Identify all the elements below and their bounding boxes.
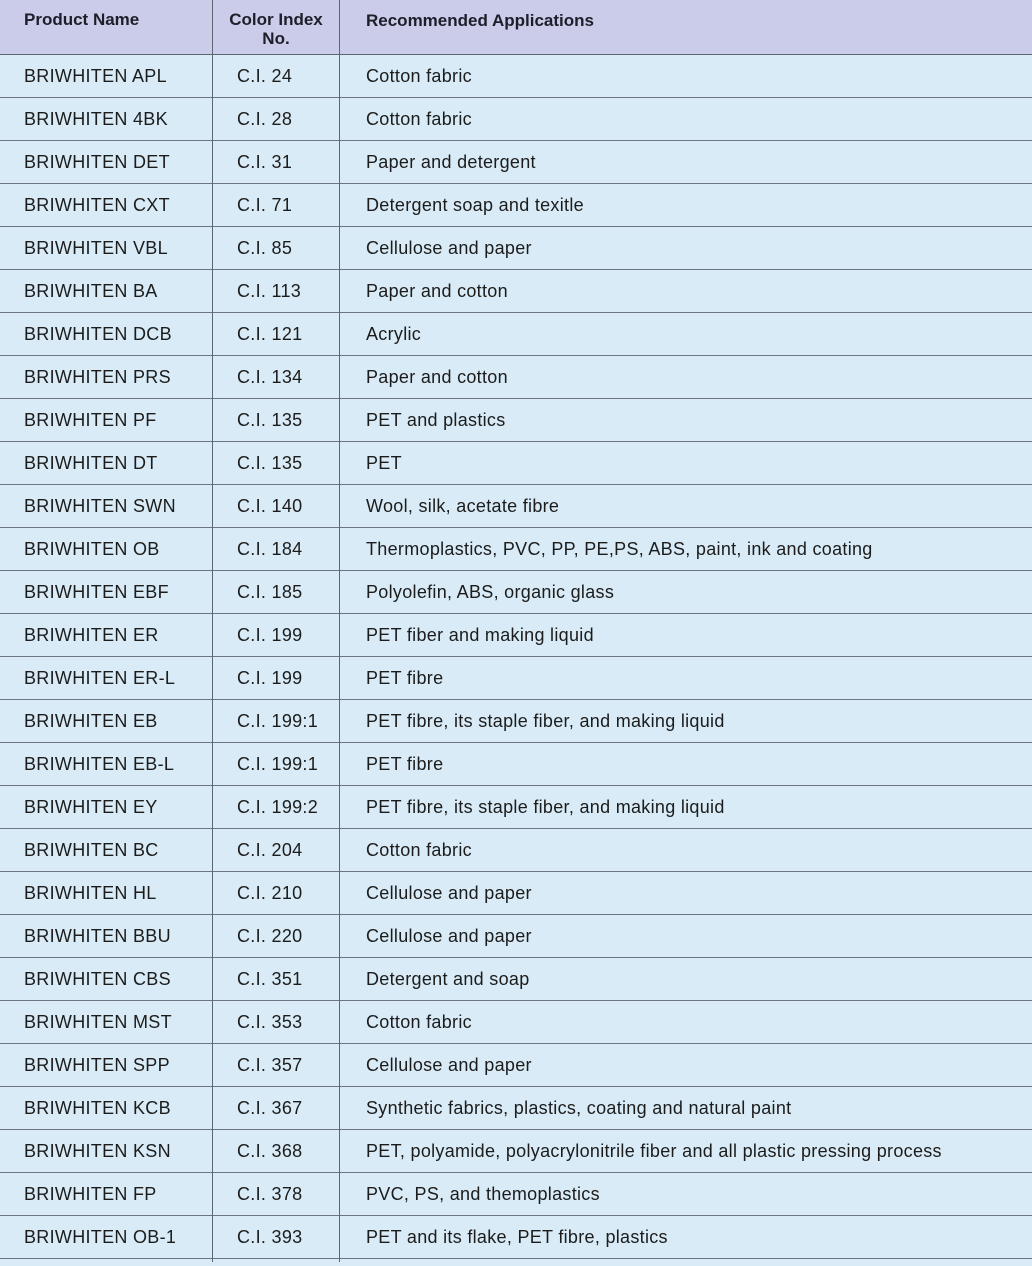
color-index-cell: C.I. 134 xyxy=(237,367,303,387)
color-index-cell: C.I. 351 xyxy=(237,969,303,989)
application-cell: Cotton fabric xyxy=(366,840,472,860)
application-cell: PET and its flake, PET fibre, plastics xyxy=(366,1227,668,1247)
table-row xyxy=(0,872,1032,915)
table-row xyxy=(0,184,1032,227)
product-name-cell: BRIWHITEN OB-1 xyxy=(24,1227,177,1247)
color-index-cell: C.I. 199:1 xyxy=(237,754,319,774)
color-index-cell: C.I. 121 xyxy=(237,324,303,344)
product-name-cell: BRIWHITEN SPP xyxy=(24,1055,170,1075)
application-cell: PET fibre, its staple fiber, and making liquid xyxy=(366,797,725,817)
header-color-index-label: Color Index xyxy=(229,10,323,29)
application-cell: PET xyxy=(366,453,402,473)
product-name-cell: BRIWHITEN CXT xyxy=(24,195,170,215)
table-row xyxy=(0,700,1032,743)
product-name-cell: BRIWHITEN 4BK xyxy=(24,109,168,129)
color-index-cell: C.I. 199 xyxy=(237,625,303,645)
product-name-cell: BRIWHITEN EB xyxy=(24,711,158,731)
application-cell: Synthetic fabrics, plastics, coating and natural paint xyxy=(366,1098,792,1118)
table-row xyxy=(0,485,1032,528)
color-index-cell: C.I. 357 xyxy=(237,1055,303,1075)
color-index-cell: C.I. 185 xyxy=(237,582,303,602)
table-row xyxy=(0,1044,1032,1087)
product-name-cell: BRIWHITEN BA xyxy=(24,281,158,301)
table-row xyxy=(0,141,1032,184)
product-name-cell: BRIWHITEN KCB xyxy=(24,1098,171,1118)
table-row xyxy=(0,1216,1032,1259)
table-row xyxy=(0,614,1032,657)
application-cell: Cellulose and paper xyxy=(366,883,532,903)
application-cell: Cellulose and paper xyxy=(366,1055,532,1075)
application-cell: Cellulose and paper xyxy=(366,926,532,946)
table-row xyxy=(0,571,1032,614)
color-index-cell: C.I. 199:2 xyxy=(237,797,319,817)
application-cell: PET fibre xyxy=(366,668,444,688)
table-row xyxy=(0,399,1032,442)
color-index-cell: C.I. 31 xyxy=(237,152,293,172)
application-cell: Paper and cotton xyxy=(366,367,508,387)
application-cell: Paper and detergent xyxy=(366,152,536,172)
application-cell: PET fiber and making liquid xyxy=(366,625,594,645)
color-index-cell: C.I. 140 xyxy=(237,496,303,516)
color-index-cell: C.I. 220 xyxy=(237,926,303,946)
product-name-cell: BRIWHITEN ER xyxy=(24,625,159,645)
color-index-cell: C.I. 204 xyxy=(237,840,303,860)
application-cell: PET fibre, its staple fiber, and making liquid xyxy=(366,711,725,731)
color-index-cell: C.I. 135 xyxy=(237,453,303,473)
product-name-cell: BRIWHITEN PRS xyxy=(24,367,171,387)
product-name-cell: BRIWHITEN OB xyxy=(24,539,160,559)
table-row xyxy=(0,98,1032,141)
color-index-cell: C.I. 28 xyxy=(237,109,293,129)
table-row xyxy=(0,1087,1032,1130)
application-cell: Cotton fabric xyxy=(366,109,472,129)
color-index-cell: C.I. 199:1 xyxy=(237,711,319,731)
application-cell: Polyolefin, ABS, organic glass xyxy=(366,582,615,602)
color-index-cell: C.I. 367 xyxy=(237,1098,303,1118)
application-cell: Detergent and soap xyxy=(366,969,530,989)
application-cell: Cellulose and paper xyxy=(366,238,532,258)
product-name-cell: BRIWHITEN HL xyxy=(24,883,157,903)
header-color-index xyxy=(213,10,339,48)
color-index-cell: C.I. 353 xyxy=(237,1012,303,1032)
application-cell: PET, polyamide, polyacrylonitrile fiber and all plastic pressing process xyxy=(366,1141,942,1161)
product-name-cell: BRIWHITEN EB-L xyxy=(24,754,175,774)
product-name-cell: BRIWHITEN ER-L xyxy=(24,668,176,688)
color-index-cell: C.I. 71 xyxy=(237,195,293,215)
product-name-cell: BRIWHITEN EBF xyxy=(24,582,169,602)
color-index-cell: C.I. 368 xyxy=(237,1141,303,1161)
header-color-index-sub: No. xyxy=(262,29,290,48)
table-row xyxy=(0,55,1032,98)
product-name-cell: BRIWHITEN DET xyxy=(24,152,170,172)
header-applications: Recommended Applications xyxy=(366,11,594,30)
product-name-cell: BRIWHITEN CBS xyxy=(24,969,171,989)
application-cell: Acrylic xyxy=(366,324,422,344)
table-row xyxy=(0,829,1032,872)
application-cell: PVC, PS, and themoplastics xyxy=(366,1184,600,1204)
table-row xyxy=(0,915,1032,958)
table-row xyxy=(0,442,1032,485)
table-row xyxy=(0,1001,1032,1044)
product-name-cell: BRIWHITEN KSN xyxy=(24,1141,171,1161)
table-row xyxy=(0,743,1032,786)
color-index-cell: C.I. 210 xyxy=(237,883,303,903)
column-divider xyxy=(212,0,213,1262)
product-name-cell: BRIWHITEN MST xyxy=(24,1012,172,1032)
color-index-cell: C.I. 24 xyxy=(237,66,293,86)
color-index-cell: C.I. 378 xyxy=(237,1184,303,1204)
application-cell: Thermoplastics, PVC, PP, PE,PS, ABS, paint, ink and coating xyxy=(366,539,873,559)
table-header xyxy=(0,0,1032,55)
header-product-name: Product Name xyxy=(24,10,140,29)
color-index-cell: C.I. 393 xyxy=(237,1227,303,1247)
table-row xyxy=(0,528,1032,571)
product-name-cell: BRIWHITEN FP xyxy=(24,1184,157,1204)
table-body xyxy=(0,55,1032,1259)
table-row xyxy=(0,270,1032,313)
application-cell: PET and plastics xyxy=(366,410,506,430)
table-row xyxy=(0,1173,1032,1216)
product-name-cell: BRIWHITEN BC xyxy=(24,840,159,860)
application-cell: Cotton fabric xyxy=(366,1012,472,1032)
product-name-cell: BRIWHITEN EY xyxy=(24,797,158,817)
product-name-cell: BRIWHITEN BBU xyxy=(24,926,171,946)
column-divider xyxy=(339,0,340,1262)
color-index-cell: C.I. 184 xyxy=(237,539,303,559)
application-cell: Paper and cotton xyxy=(366,281,508,301)
color-index-cell: C.I. 135 xyxy=(237,410,303,430)
color-index-cell: C.I. 113 xyxy=(237,281,302,301)
application-cell: Detergent soap and texitle xyxy=(366,195,584,215)
table-row xyxy=(0,356,1032,399)
color-index-cell: C.I. 85 xyxy=(237,238,293,258)
application-cell: Wool, silk, acetate fibre xyxy=(366,496,560,516)
product-name-cell: BRIWHITEN DT xyxy=(24,453,158,473)
product-name-cell: BRIWHITEN VBL xyxy=(24,238,168,258)
table-row xyxy=(0,227,1032,270)
product-name-cell: BRIWHITEN APL xyxy=(24,66,167,86)
table-row xyxy=(0,313,1032,356)
table-row xyxy=(0,786,1032,829)
table-row xyxy=(0,657,1032,700)
table-row xyxy=(0,1130,1032,1173)
table-row xyxy=(0,958,1032,1001)
application-cell: PET fibre xyxy=(366,754,444,774)
product-name-cell: BRIWHITEN PF xyxy=(24,410,157,430)
color-index-cell: C.I. 199 xyxy=(237,668,303,688)
application-cell: Cotton fabric xyxy=(366,66,472,86)
product-name-cell: BRIWHITEN SWN xyxy=(24,496,176,516)
product-name-cell: BRIWHITEN DCB xyxy=(24,324,172,344)
